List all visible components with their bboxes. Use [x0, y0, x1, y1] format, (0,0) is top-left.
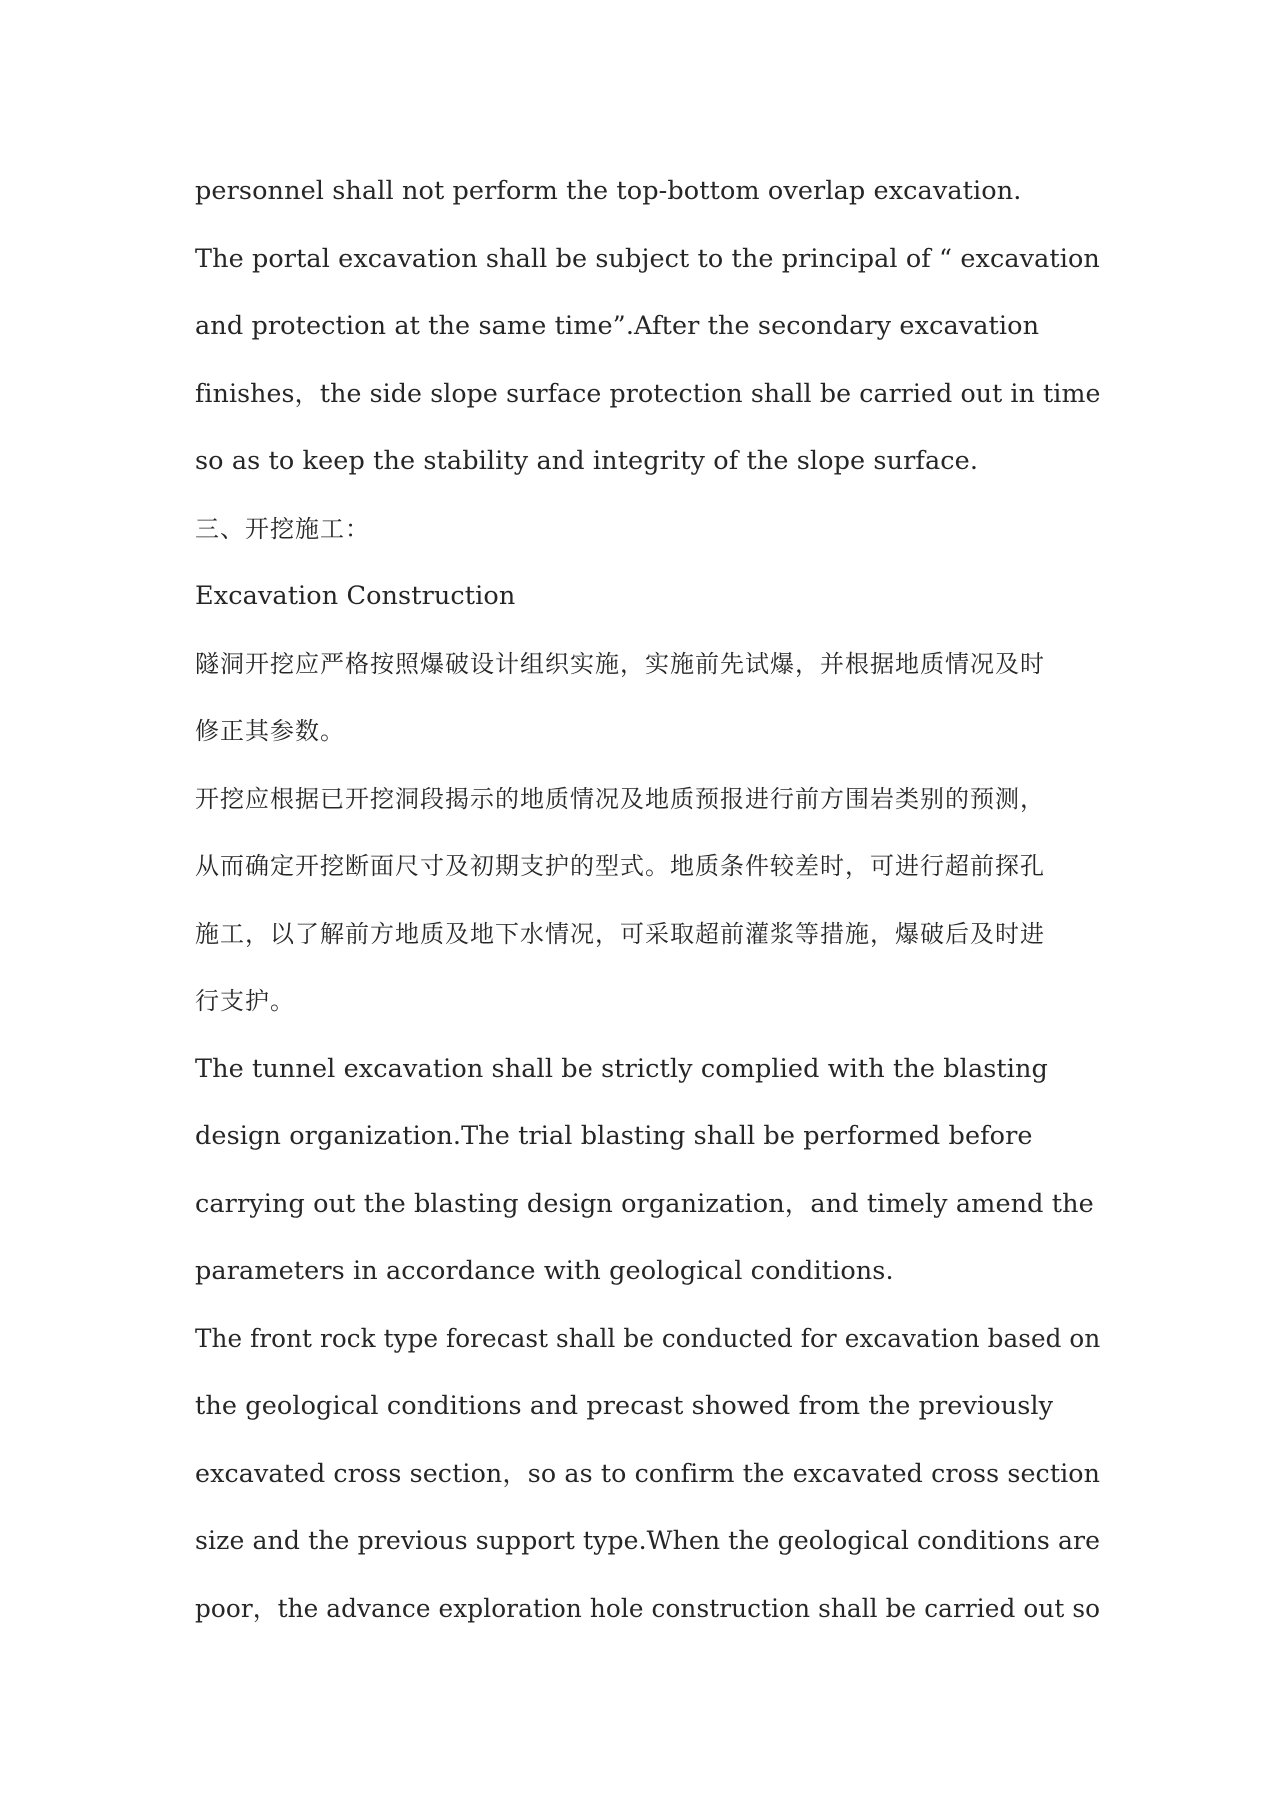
text-line-cn: 从而确定开挖断面尺寸及初期支护的型式。地质条件较差时，可进行超前探孔 — [195, 852, 1045, 880]
text-line-cn: 修正其参数。 — [195, 717, 345, 745]
text-line: The portal excavation shall be subject to the principal of “ excavation — [195, 244, 1100, 274]
text-line-cn: 隧洞开挖应严格按照爆破设计组织实施，实施前先试爆，并根据地质情况及时 — [195, 650, 1045, 678]
text-line: excavated cross section，so as to confirm the excavated cross section — [195, 1459, 1101, 1489]
text-line: poor，the advance exploration hole construction shall be carried out so — [195, 1594, 1101, 1624]
text-line: personnel shall not perform the top-bottom overlap excavation. — [195, 176, 1022, 206]
text-line: and protection at the same time”.After the secondary excavation — [195, 311, 1040, 341]
text-line: so as to keep the stability and integrity of the slope surface. — [195, 446, 979, 476]
text-line: The front rock type forecast shall be conducted for excavation based on — [195, 1324, 1101, 1354]
text-line: size and the previous support type.When the geological conditions are — [195, 1526, 1101, 1556]
section-heading-en: Excavation Construction — [195, 581, 516, 611]
text-line-cn: 施工，以了解前方地质及地下水情况，可采取超前灌浆等措施，爆破后及时进 — [195, 920, 1045, 948]
text-line: design organization.The trial blasting shall be performed before — [195, 1121, 1033, 1151]
text-line: carrying out the blasting design organization，and timely amend the — [195, 1189, 1094, 1219]
text-line-cn: 行支护。 — [195, 987, 295, 1015]
section-heading-cn: 三、开挖施工： — [195, 515, 370, 543]
text-line: parameters in accordance with geological conditions. — [195, 1256, 894, 1286]
text-line-cn: 开挖应根据已开挖洞段揭示的地质情况及地质预报进行前方围岩类别的预测， — [195, 785, 1045, 813]
text-line: the geological conditions and precast showed from the previously — [195, 1391, 1054, 1421]
text-line: The tunnel excavation shall be strictly complied with the blasting — [195, 1054, 1048, 1084]
text-line: finishes，the side slope surface protection shall be carried out in time — [195, 379, 1101, 409]
